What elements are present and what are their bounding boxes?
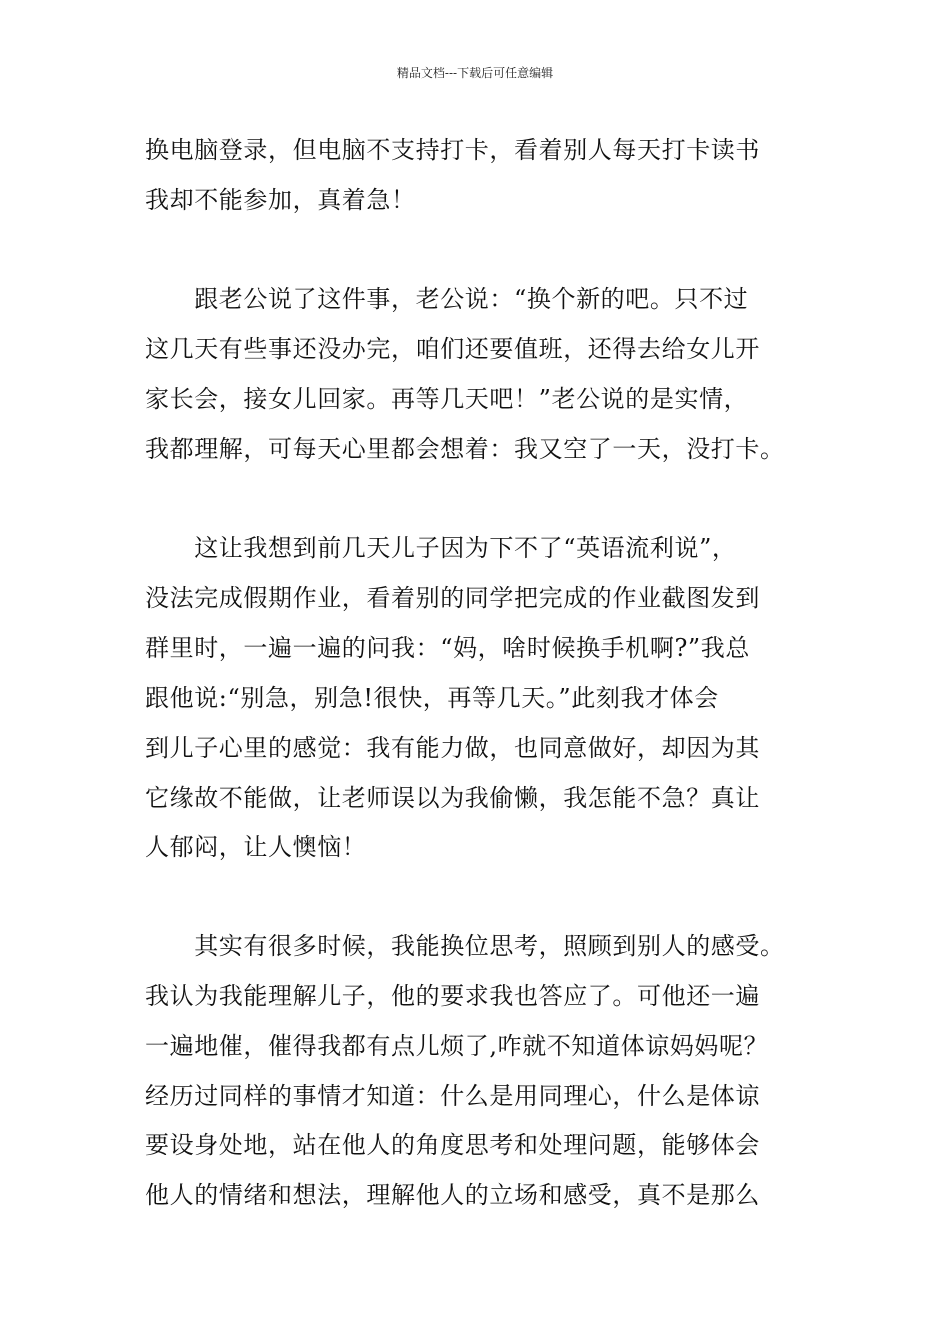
text-line: 我却不能参加，真着急！ [145,186,416,214]
text-line: 要设身处地，站在他人的角度思考和处理问题，能够体会 [145,1131,760,1159]
text-line: 到儿子心里的感觉：我有能力做，也同意做好，却因为其 [145,734,760,762]
text-line: 经历过同样的事情才知道：什么是用同理心，什么是体谅 [145,1082,760,1110]
text-line: 这让我想到前几天儿子因为下不了“英语流利说”， [145,534,737,562]
text-line: 跟老公说了这件事，老公说：“换个新的吧。只不过 [145,285,749,313]
text-line: 一遍地催，催得我都有点儿烦了,咋就不知道体谅妈妈呢？ [145,1032,769,1060]
text-line: 人郁闷，让人懊恼！ [145,833,367,861]
text-line: 这几天有些事还没办完，咱们还要值班，还得去给女儿开 [145,335,760,363]
text-line: 他人的情绪和想法，理解他人的立场和感受，真不是那么 [145,1181,760,1209]
text-line: 我认为我能理解儿子，他的要求我也答应了。可他还一遍 [145,982,760,1010]
text-line: 没法完成假期作业，看着别的同学把完成的作业截图发到 [145,584,760,612]
text-line: 换电脑登录，但电脑不支持打卡，看着别人每天打卡读书 [145,136,760,164]
text-line: 它缘故不能做，让老师误以为我偷懒，我怎能不急？真让 [145,784,760,812]
text-line: 我都理解，可每天心里都会想着：我又空了一天，没打卡。 [145,435,785,463]
page-header: 精品文档---下载后可任意编辑 [396,66,554,80]
text-line: 其实有很多时候，我能换位思考，照顾到别人的感受。 [145,932,785,960]
text-line: 群里时，一遍一遍的问我：“妈，啥时候换手机啊?”我总 [145,634,751,662]
text-line: 跟他说:“别急，别急!很快，再等几天。”此刻我才体会 [145,684,719,712]
text-line: 家长会，接女儿回家。再等几天吧！”老公说的是实情， [145,385,749,413]
